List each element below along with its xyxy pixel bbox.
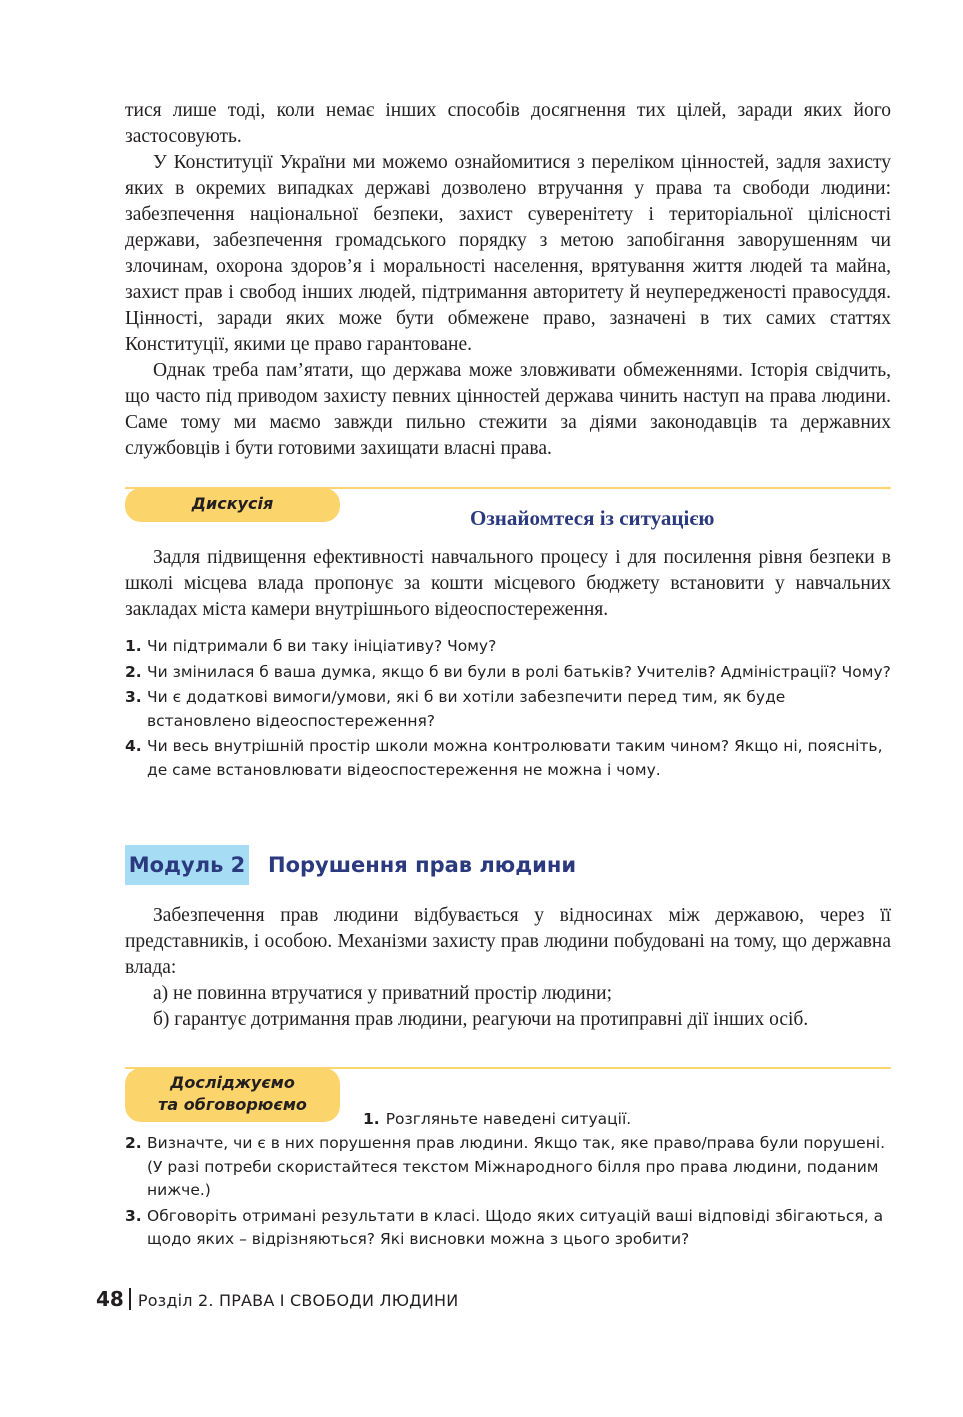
item-number: 2. bbox=[125, 1134, 142, 1152]
research-task-1 bbox=[363, 1108, 631, 1132]
paragraph-continuation: тися лише тоді, коли немає інших способів досягнення тих цілей, заради яких його застосовують. bbox=[125, 100, 891, 147]
item-number: 4. bbox=[125, 737, 142, 755]
research-badge-line2: та обговорюємо bbox=[158, 1095, 307, 1114]
module-title: Порушення прав людини bbox=[268, 853, 577, 877]
module-item-a: а) не повинна втручатися у приватний простір людини; bbox=[153, 983, 613, 1004]
item-text: Чи весь внутрішній простір школи можна контролювати таким чином? Якщо ні, поясніть, де саме встановлювати відеоспостереження не можна і чому. bbox=[147, 737, 883, 779]
footer-divider bbox=[129, 1288, 131, 1310]
discussion-title: Ознайомтеся із ситуацією bbox=[470, 506, 715, 530]
item-text: Чи підтримали б ви таку ініціативу? Чому? bbox=[147, 637, 497, 655]
module-item-b: б) гарантує дотримання прав людини, реагуючи на протиправні дії інших осіб. bbox=[153, 1009, 809, 1030]
paragraph-constitution-values: У Конституції України ми можемо ознайомитися з переліком цінностей, задля захисту яких в окремих випадках державі дозволено втручання у права та свободи людини: забезпечення національної безпеки, захист суверенітету і територіальної цілісності держави, забезпечення громадського порядку з метою запобігання заворушенням чи злочинам, охорона здоров’я і моральності населення, врятування життя людей та майна, захист прав і свобод інших людей, підтримання авторитету й неупередженості правосуддя. Цінності, заради яких може бути обмежене право, зазначені в тих самих статтях Конституції, якими це право гарантоване. bbox=[125, 152, 891, 355]
item-number: 2. bbox=[125, 662, 142, 681]
research-badge-line1: Досліджуємо bbox=[170, 1073, 295, 1092]
research-tasks bbox=[125, 1132, 891, 1254]
page-footer bbox=[96, 1287, 458, 1311]
page-number: 48 bbox=[96, 1287, 124, 1311]
item-text: Обговоріть отримані результати в класі. Щодо яких ситуацій ваші відповіді збігаються, а щодо яких – відрізняються? Які висновки можна з цього зробити? bbox=[147, 1206, 884, 1248]
item-text: Чи є додаткові вимоги/умови, які б ви хотіли забезпечити перед тим, як буде встановлено відеоспостереження? bbox=[147, 688, 786, 730]
section-title: Розділ 2. ПРАВА І СВОБОДИ ЛЮДИНИ bbox=[137, 1291, 459, 1310]
discussion-badge: Дискусія bbox=[125, 488, 340, 522]
item-text: Чи змінилася б ваша думка, якщо б ви були в ролі батьків? Учителів? Адміністрації? Чому? bbox=[147, 662, 891, 681]
list-item bbox=[125, 735, 891, 782]
discussion-questions bbox=[125, 635, 891, 784]
list-item bbox=[125, 1205, 891, 1252]
item-number: 1. bbox=[125, 637, 142, 655]
list-item bbox=[125, 635, 891, 659]
research-badge bbox=[125, 1068, 340, 1122]
item-number: 3. bbox=[125, 1206, 142, 1225]
list-item bbox=[125, 1132, 891, 1203]
item-number: 3. bbox=[125, 688, 142, 706]
module-label: Модуль 2 bbox=[125, 845, 249, 885]
module-intro: Забезпечення прав людини відбувається у відносинах між державою, через її представників, і особою. Механізми захисту прав людини побудовані на тому, що державна влада: bbox=[125, 905, 891, 978]
item-number: 1. bbox=[363, 1110, 380, 1128]
list-item bbox=[125, 686, 891, 733]
item-text: Розгляньте наведені ситуації. bbox=[385, 1110, 632, 1128]
item-text: Визначте, чи є в них порушення прав людини. Якщо так, яке право/права були порушені. (У разі потреби скористайтеся текстом Міжнародного білля про права людини, поданим нижче.) bbox=[147, 1134, 886, 1199]
list-item bbox=[125, 661, 891, 685]
paragraph-state-abuse: Однак треба пам’ятати, що держава може зловживати обмеженнями. Історія свідчить, що часто під приводом захисту певних цінностей держава чинить наступ на права людини. Саме тому ми маємо завжди пильно стежити за діями законодавців та державних службовців і бути готовими захищати власні права. bbox=[125, 360, 891, 459]
discussion-text: Задля підвищення ефективності навчального процесу і для посилення рівня безпеки в школі місцева влада пропонує за кошти місцевого бюджету встановити у навчальних закладах міста камери внутрішнього відеоспостереження. bbox=[125, 547, 891, 620]
